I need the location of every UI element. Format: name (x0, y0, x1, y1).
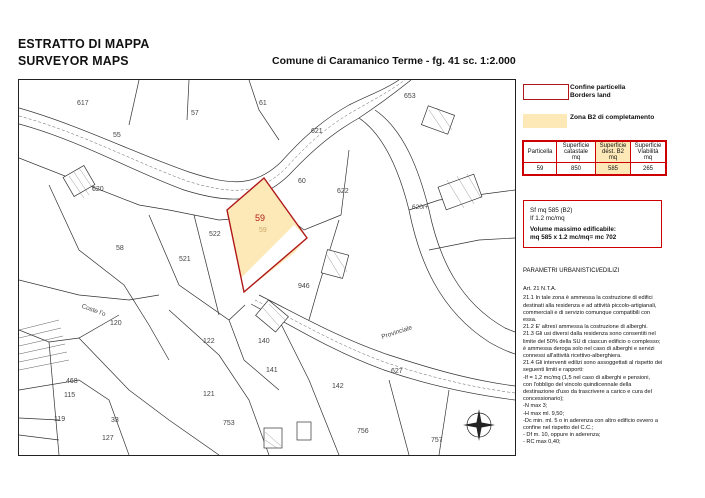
title-line2: SURVEYOR MAPS (18, 53, 129, 68)
parcel-59-label: 59 (255, 213, 266, 223)
params-line: 21.3 Gli usi diversi dalla residenza sono consentiti nel (523, 331, 656, 338)
title-line1: ESTRATTO DI MAPPA (18, 36, 150, 51)
building-volume-box (523, 200, 662, 248)
parcel-number: 122 (203, 338, 215, 345)
parcel-59-ghost-label: 59 (259, 227, 267, 234)
params-line: destinazione d'uso da trascrivere a carico e cura del (523, 389, 652, 396)
map-text-label: Coste l'o (80, 302, 107, 319)
params-line: con l'obbligo del vincolo quindicennale della (523, 381, 632, 388)
params-line: Art. 21 N.T.A. (523, 286, 557, 293)
params-line: commerciali e di servizio comunque compatibili con (523, 309, 651, 316)
parcel-table (523, 141, 666, 175)
params-lines (523, 286, 688, 446)
params-line: -H max ml. 9,50; (523, 410, 565, 417)
parcel-number: 120 (110, 320, 122, 327)
params-line: - RC max 0,40; (523, 439, 561, 446)
parcel-number: 141 (266, 367, 278, 374)
params-line: -Dc min. ml. 5 o in aderenza con altro edificio ovvero a (523, 417, 658, 424)
parcel-number: 58 (116, 245, 124, 252)
params-heading: PARAMETRI URBANISTICI/EDILIZI (523, 268, 620, 274)
params-line: limite del 50% della SU di ciascun edificio o complesso; (523, 338, 661, 345)
table-cell: 59 (524, 163, 557, 175)
legend-zone-swatch (523, 114, 567, 128)
params-line: -N max 3; (523, 403, 548, 410)
parcel-number: 60 (298, 178, 306, 185)
params-line: confine nel rispetto del C.C.; (523, 425, 594, 432)
table-header: Superficie dest. B2 mq (596, 142, 631, 163)
parcel-label-layer (19, 80, 515, 455)
parcel-number: 521 (179, 256, 191, 263)
parcel-number: 946 (298, 283, 310, 290)
legend-zone-label: Zona B2 di completamento (570, 114, 655, 121)
info-volume-label: Volume massimo edificabile: (530, 226, 616, 233)
params-line: concessionario); (523, 396, 564, 403)
parcel-number: 522 (209, 231, 221, 238)
table-cell: 265 (631, 163, 666, 175)
cadastral-map[interactable] (18, 79, 516, 456)
map-text-label: Provinciale (380, 324, 414, 341)
table-header: Particella (524, 142, 557, 163)
parcel-number: 620 (92, 186, 104, 193)
parcel-number: 756 (357, 428, 369, 435)
parcel-number: 115 (64, 392, 76, 399)
parcel-number: 57 (191, 110, 199, 117)
info-sf: Sf mq 585 (B2) (530, 207, 573, 214)
parcel-number: 55 (113, 132, 121, 139)
legend-boundary-label (570, 84, 625, 100)
parcel-number: 653 (404, 93, 416, 100)
table-header: Superficie Viabilità mq (631, 142, 666, 163)
parcel-number: 753 (223, 420, 235, 427)
parcel-number: 757 (431, 437, 443, 444)
params-line: 21.2 E' altresì ammessa la costruzione di alberghi. (523, 324, 648, 331)
params-line: 21.4 Gli interventi edilizi sono assoggettati al rispetto dei (523, 360, 663, 367)
urban-parameters (523, 268, 688, 447)
info-if: If 1.2 mc/mq (530, 215, 565, 222)
legend-boundary-en: Borders land (570, 92, 611, 99)
parcel-number: 621 (311, 128, 323, 135)
params-line: -If = 1,2 mc/mq (1,5 nel caso di alberghi e pensioni, (523, 374, 651, 381)
table-header: Superficie catastale mq (557, 142, 596, 163)
params-line: è ammessa deroga solo nel caso di alberghi e servizi (523, 345, 655, 352)
parcel-number: 627 (391, 368, 403, 375)
params-line: seguenti limiti e rapporti: (523, 367, 584, 374)
parcel-number: 622 (337, 188, 349, 195)
table-cell: 850 (557, 163, 596, 175)
parcel-number: 33 (111, 417, 119, 424)
map-subtitle: Comune di Caramanico Terme - fg. 41 sc. 1:2.000 (272, 55, 516, 67)
params-line: connessi all'attività ricettivo-alberghiera. (523, 353, 622, 360)
parcel-number: 142 (332, 383, 344, 390)
legend-boundary-swatch (523, 84, 569, 100)
params-line: - Df m. 10, oppure in aderenza; (523, 432, 601, 439)
info-volume-calc: mq 585 x 1.2 mc/mq= mc 702 (530, 234, 617, 241)
parcel-number: 61 (259, 100, 267, 107)
params-line: destinati alla residenza e ad attività piccolo-artigianali, (523, 302, 657, 309)
parcel-number: 121 (203, 391, 215, 398)
parcel-number: 617 (77, 100, 89, 107)
legend-boundary-it: Confine particella (570, 84, 626, 91)
params-line: 21.1 In tale zona è ammessa la costruzione di edifici (523, 295, 653, 302)
parcel-number: 119 (54, 416, 66, 423)
parcel-number: 140 (258, 338, 270, 345)
parcel-number: 468 (66, 378, 78, 385)
map-text-label: 620/+ (412, 204, 429, 211)
params-line: essa. (523, 317, 537, 324)
parcel-number: 127 (102, 435, 114, 442)
table-cell: 585 (596, 163, 631, 175)
